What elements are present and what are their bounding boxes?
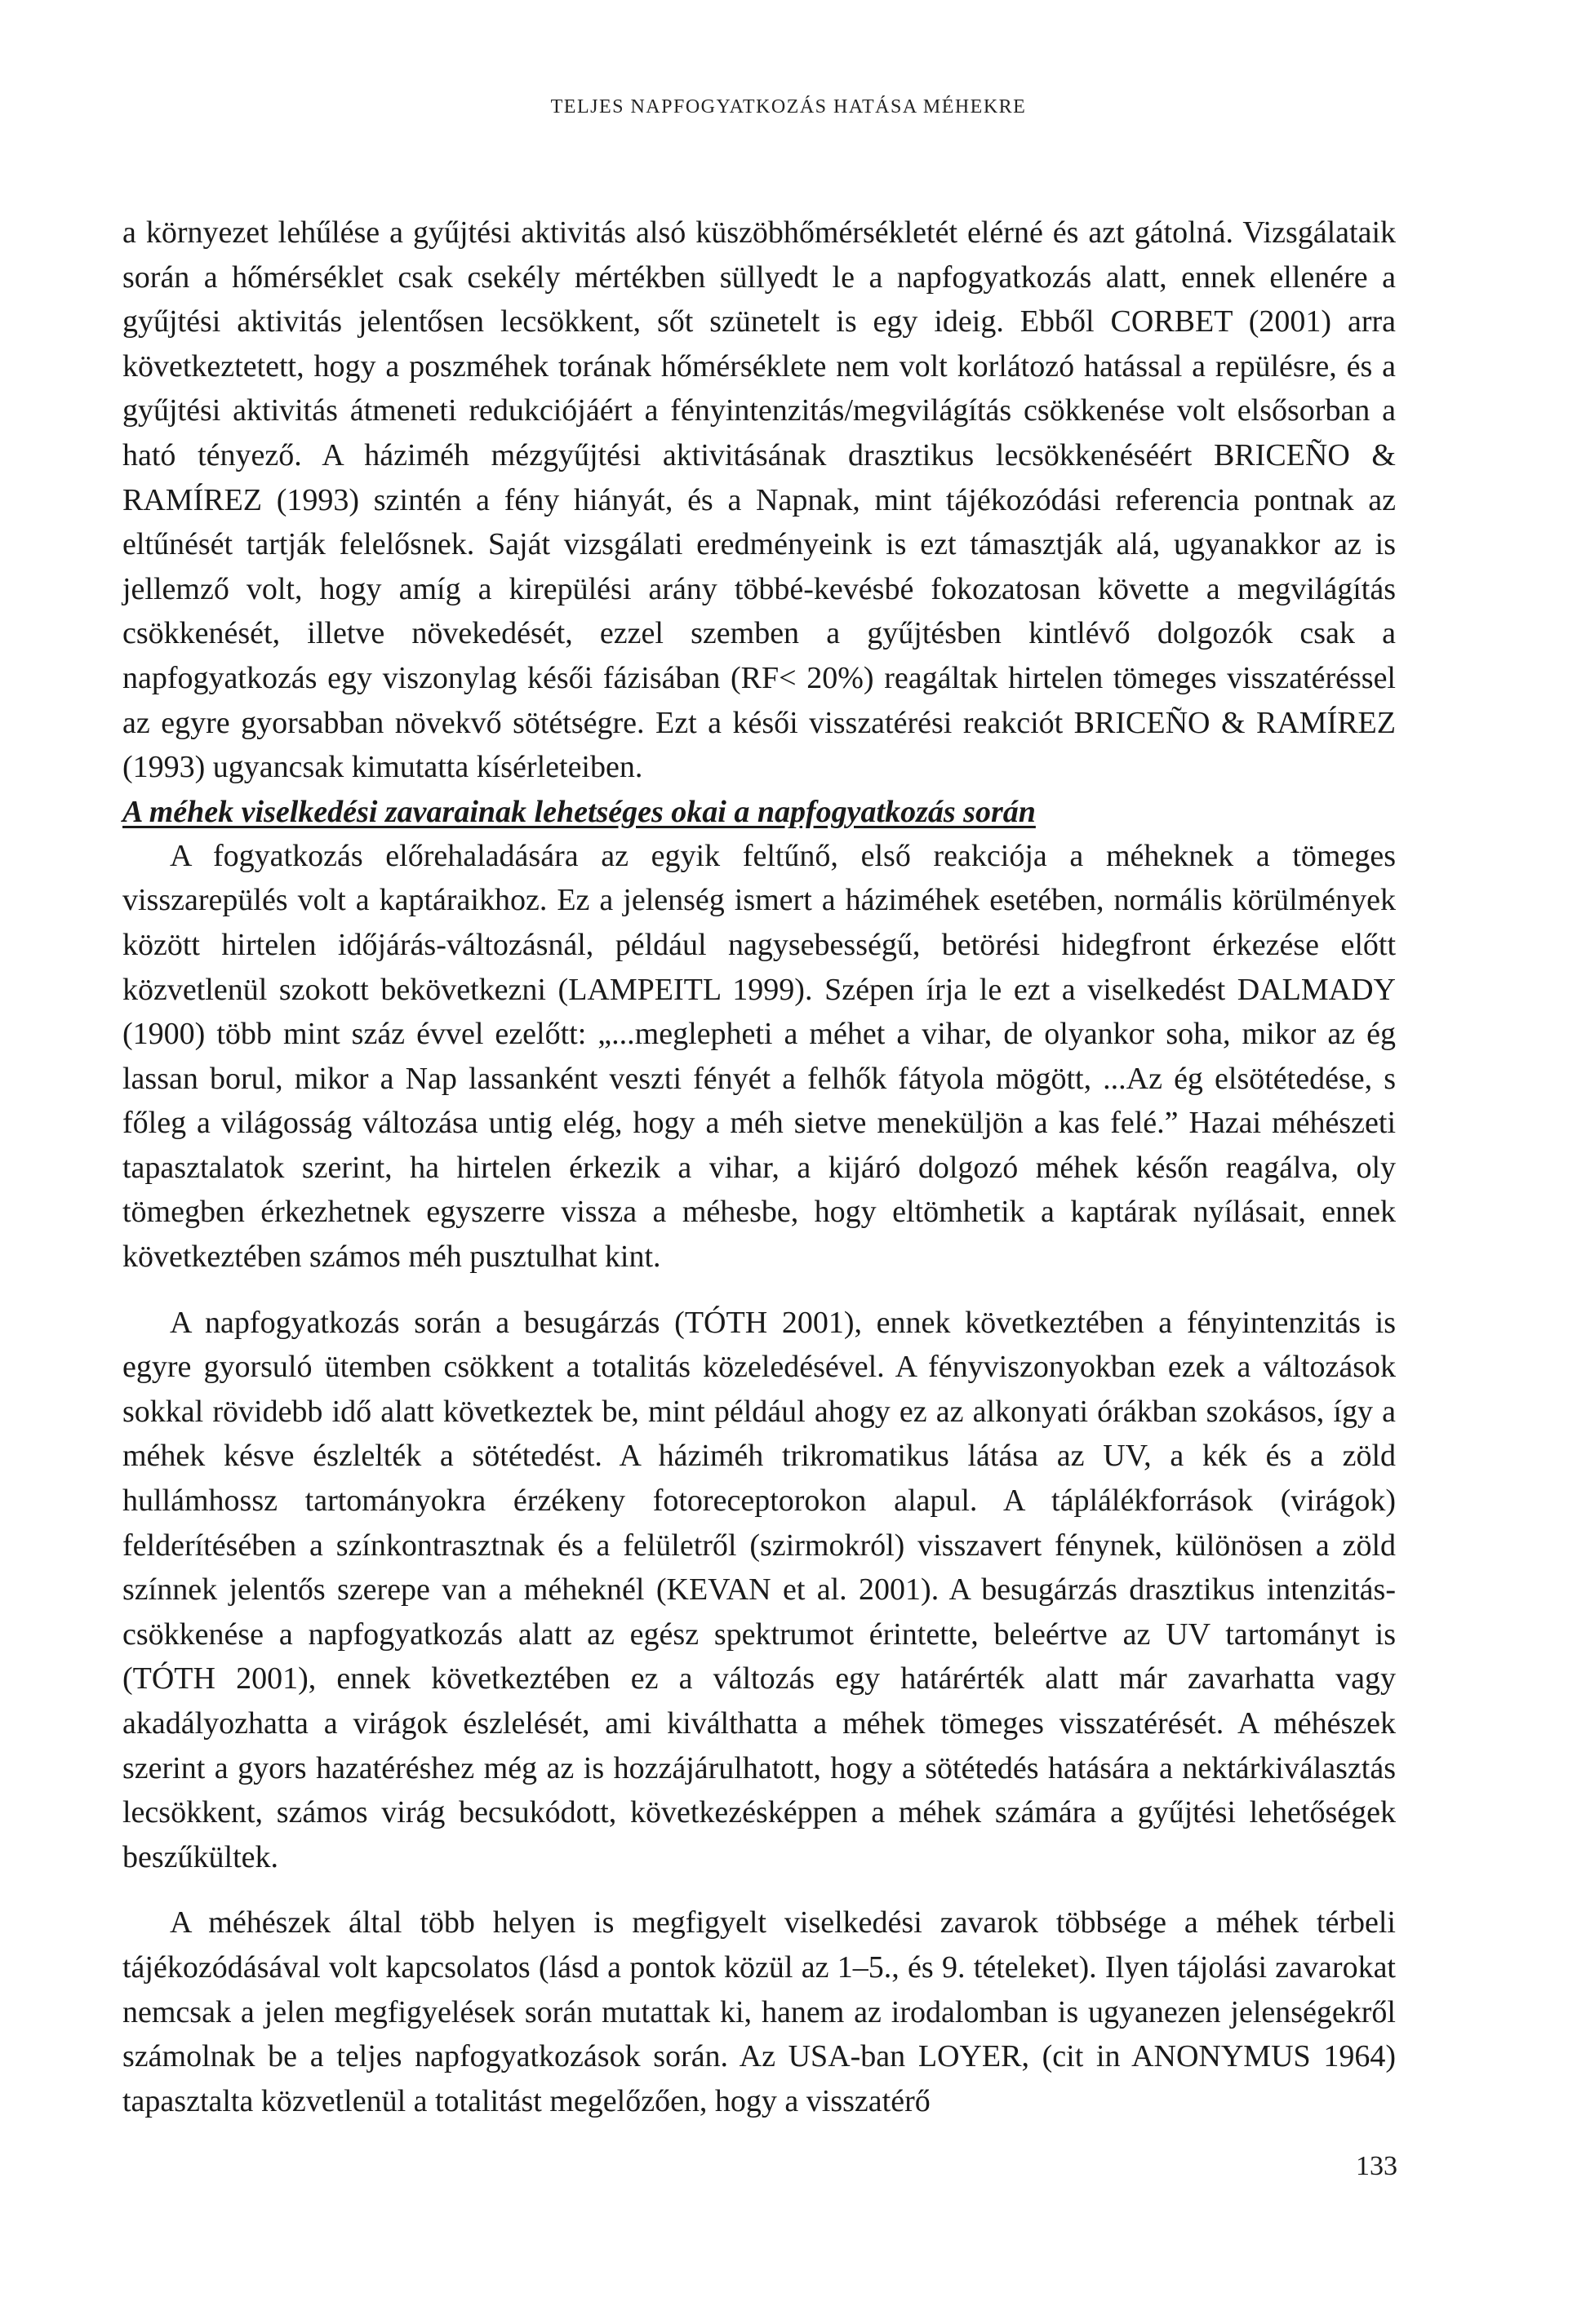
paragraph: A napfogyatkozás során a besugárzás (TÓTH 2001), ennek következtében a fényintenzitás is egyre gyorsuló ütemben csökkent a totalitás közeledésével. A fényviszonyokban ezek a változások sokkal rövidebb idő alatt következtek be, mint például ahogy ez az alkonyati órákban szokásos, így a méhek késve észlelték a sötétedést. A háziméh trikromatikus látása az UV, a kék és a zöld hullámhossz tartományokra érzékeny fotoreceptorokon alapul. A táplálékforrások (virágok) felderítésében a színkontrasztnak és a felületről (szirmokról) visszavert fénynek, különösen a zöld színnek jelentős szerepe van a méheknél (KEVAN et al. 2001). A besugárzás drasztikus intenzitás-csökkenése a napfogyatkozás alatt az egész spektrumot érintette, beleértve az UV tartományt is (TÓTH 2001), ennek következtében ez a változás egy határérték alatt már zavarhatta vagy akadályozhatta a virágok észlelését, ami kiválthatta a méhek tömeges visszatérését. A méhészek szerint a gyors hazatéréshez még az is hozzájárulhatott, hogy a sötétedés hatására a nektárkiválasztás lecsökkent, számos virág becsukódott, következésképpen a méhek számára a gyűjtési lehetőségek beszűkültek. <box>122 1305 1396 1874</box>
paragraph: A méhészek által több helyen is megfigyelt viselkedési zavarok többsége a méhek térbeli tájékozódásával volt kapcsolatos (lásd a pontok közül az 1–5., és 9. tételeket). Ilyen tájolási zavarokat nemcsak a jelen megfigyelések során mutattak ki, hanem az irodalomban is ugyanezen jelenségekről számolnak be a teljes napfogyatkozások során. Az USA-ban LOYER, (cit in ANONYMUS 1964) tapasztalta közvetlenül a totalitást megelőzően, hogy a visszatérő <box>122 1905 1396 2118</box>
paragraph: A fogyatkozás előrehaladására az egyik feltűnő, első reakciója a méheknek a tömeges visszarepülés volt a kaptáraikhoz. Ez a jelenség ismert a háziméhek esetében, normális körülmények között hirtelen időjárás-változásnál, például nagysebességű, betörési hidegfront érkezése előtt közvetlenül szokott bekövetkezni (LAMPEITL 1999). Szépen írja le ezt a viselkedést DALMADY (1900) több mint száz évvel ezelőtt: „...meglepheti a méhet a vihar, de olyankor soha, mikor az ég lassan borul, mikor a Nap lassanként veszti fényét a felhők fátyola mögött, ...Az ég elsötétedése, s főleg a világosság változása untig elég, hogy a méh sietve meneküljön a kas felé.” Hazai méhészeti tapasztalatok szerint, ha hirtelen érkezik a vihar, a kijáró dolgozó méhek későn reagálva, oly tömegben érkezhetnek egyszerre vissza a méhesbe, hogy eltömhetik a kaptárak nyílásait, ennek következtében számos méh pusztulhat kint. <box>122 838 1396 1275</box>
body-text <box>122 211 1396 2123</box>
section-heading: A méhek viselkedési zavarainak lehetséges okai a napfogyatkozás során <box>122 794 1036 829</box>
running-title: TELJES NAPFOGYATKOZÁS HATÁSA MÉHEKRE <box>550 96 1027 118</box>
paragraph-continuation: a környezet lehűlése a gyűjtési aktivitás alsó küszöbhőmérsékletét elérné és azt gátolná. Vizsgálataik során a hőmérséklet csak csekély mértékben süllyedt le a napfogyatkozás alatt, ennek ellenére a gyűjtési aktivitás jelentősen lecsökkent, sőt szünetelt is egy ideig. Ebből CORBET (2001) arra következtetett, hogy a poszméhek torának hőmérséklete nem volt korlátozó hatással a repülésre, és a gyűjtési aktivitás átmeneti redukciójáért a fényintenzitás/megvilágítás csökkenése volt elsősorban a ható tényező. A háziméh mézgyűjtési aktivitásának drasztikus lecsökkenéséért BRICEÑO & RAMÍREZ (1993) szintén a fény hiányát, és a Napnak, mint tájékozódási referencia pontnak az eltűnését tartják felelősnek. Saját vizsgálati eredményeink is ezt támasztják alá, ugyanakkor az is jellemző volt, hogy amíg a kirepülési arány többé-kevésbé fokozatosan követte a megvilágítás csökkenését, illetve növekedését, ezzel szemben a gyűjtésben kintlévő dolgozók csak a napfogyatkozás egy viszonylag késői fázisában (RF< 20%) reagáltak hirtelen tömeges visszatéréssel az egyre gyorsabban növekvő sötétségre. Ezt a késői visszatérési reakciót BRICEÑO & RAMÍREZ (1993) ugyancsak kimutatta kísérleteiben. <box>122 215 1396 785</box>
page-number: 133 <box>1356 2151 1397 2181</box>
